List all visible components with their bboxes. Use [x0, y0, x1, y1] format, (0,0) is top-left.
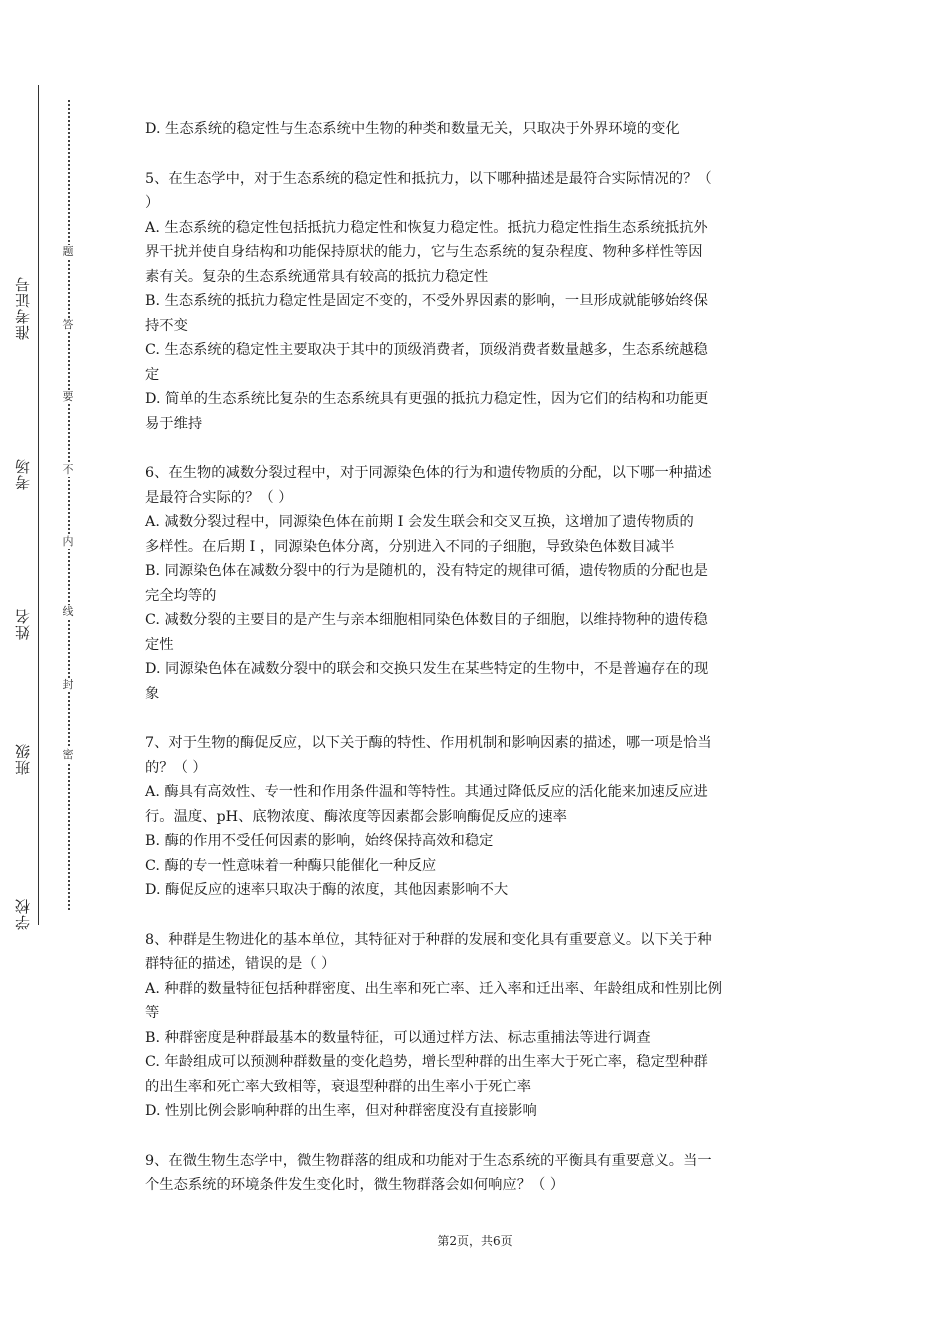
- question-stem-line: 6、在生物的减数分裂过程中，对于同源染色体的行为和遗传物质的分配，以下哪一种描述: [145, 465, 712, 481]
- question-9: [145, 1149, 810, 1198]
- option-line: D. 酶促反应的速率只取决于酶的浓度，其他因素影响不大: [145, 882, 509, 898]
- question-stem-line: 个生态系统的环境条件发生变化时，微生物群落会如何响应？（ ）: [145, 1177, 565, 1193]
- question-stem-line: 9、在微生物生态学中，微生物群落的组成和功能对于生态系统的平衡具有重要意义。当一: [145, 1152, 712, 1169]
- option-line: 多样性。在后期 Ⅰ ，同源染色体分离，分别进入不同的子细胞，导致染色体数目减半: [145, 538, 675, 555]
- option-line: C. 减数分裂的主要目的是产生与亲本细胞相同染色体数目的子细胞，以维持物种的遗传稳: [145, 612, 708, 628]
- question-stem-line: 群特征的描述，错误的是（ ）: [145, 956, 336, 972]
- question-4-tail: [145, 117, 810, 142]
- question-stem-line: 8、种群是生物进化的基本单位，其特征对于种群的发展和变化具有重要意义。以下关于种: [145, 931, 712, 948]
- seal-dotted-line: [68, 100, 70, 910]
- option-line: 易于维持: [145, 415, 203, 432]
- seal-char: 线: [59, 605, 77, 619]
- option-line: 素有关。复杂的生态系统通常具有较高的抵抗力稳定性: [145, 268, 489, 285]
- option-line: A. 减数分裂过程中，同源染色体在前期 Ⅰ 会发生联会和交叉互换，这增加了遗传物质的: [145, 514, 694, 530]
- school-label: 学校: [14, 898, 32, 930]
- option-line: 界干扰并使自身结构和功能保持原状的能力，它与生态系统的复杂程度、物种多样性等因: [145, 244, 703, 260]
- name-label: 姓名: [14, 608, 32, 640]
- question-stem-line: 的？（ ）: [145, 759, 207, 776]
- seal-char: 答: [59, 318, 77, 332]
- seal-char: 题: [59, 245, 77, 259]
- option-line: D. 生态系统的稳定性与生态系统中生物的种类和数量无关，只取决于外界环境的变化: [145, 121, 680, 137]
- question-content: [145, 117, 810, 1223]
- binding-solid-line: [38, 85, 39, 925]
- option-line: 等: [145, 1005, 160, 1021]
- seal-char: 要: [59, 390, 77, 404]
- page-number: 第2页，共6页: [437, 1234, 513, 1248]
- option-line: D. 同源染色体在减数分裂中的联会和交换只发生在某些特定的生物中，不是普遍存在的现: [145, 661, 709, 677]
- question-7: [145, 731, 810, 903]
- exam-id-label: 准考证号: [14, 276, 32, 340]
- option-line: C. 生态系统的稳定性主要取决于其中的顶级消费者，顶级消费者数量越多，生态系统越稳: [145, 342, 708, 358]
- class-label: 班级: [14, 743, 32, 775]
- option-line: B. 同源染色体在减数分裂中的行为是随机的，没有特定的规律可循，遗传物质的分配也是: [145, 563, 708, 579]
- option-line: A. 酶具有高效性、专一性和作用条件温和等特性。其通过降低反应的活化能来加速反应进: [145, 784, 708, 800]
- option-line: C. 年龄组成可以预测种群数量的变化趋势，增长型种群的出生率大于死亡率，稳定型种群: [145, 1054, 708, 1070]
- option-line: 定: [145, 366, 160, 383]
- question-stem-line: 5、在生态学中，对于生态系统的稳定性和抵抗力，以下哪种描述是最符合实际情况的？（: [145, 170, 712, 187]
- question-5: [145, 167, 810, 437]
- option-line: B. 酶的作用不受任何因素的影响，始终保持高效和稳定: [145, 833, 494, 849]
- binding-margin: [0, 0, 110, 1344]
- question-stem-line: ）: [145, 195, 160, 211]
- option-line: 完全均等的: [145, 587, 217, 604]
- question-8: [145, 928, 810, 1124]
- option-line: C. 酶的专一性意味着一种酶只能催化一种反应: [145, 857, 437, 874]
- seal-char: 不: [59, 463, 77, 477]
- option-line: 的出生率和死亡率大致相等，衰退型种群的出生率小于死亡率: [145, 1078, 532, 1095]
- seal-char: 密: [59, 748, 77, 762]
- seal-char: 封: [59, 678, 77, 692]
- option-line: A. 生态系统的稳定性包括抵抗力稳定性和恢复力稳定性。抵抗力稳定性指生态系统抵抗外: [145, 219, 708, 236]
- option-line: A. 种群的数量特征包括种群密度、出生率和死亡率、迁入率和迁出率、年龄组成和性别比例: [145, 980, 722, 997]
- option-line: 持不变: [145, 317, 188, 334]
- option-line: D. 性别比例会影响种群的出生率，但对种群密度没有直接影响: [145, 1103, 537, 1119]
- option-line: D. 简单的生态系统比复杂的生态系统具有更强的抵抗力稳定性，因为它们的结构和功能更: [145, 391, 709, 407]
- seal-char: 内: [59, 535, 77, 549]
- exam-room-label: 考场: [14, 458, 32, 490]
- option-line: 定性: [145, 636, 174, 653]
- option-line: 行。温度、pH、底物浓度、酶浓度等因素都会影响酶促反应的速率: [145, 808, 567, 825]
- question-stem-line: 是最符合实际的？（ ）: [145, 489, 293, 506]
- question-stem-line: 7、对于生物的酶促反应，以下关于酶的特性、作用机制和影响因素的描述，哪一项是恰当: [145, 735, 712, 751]
- question-6: [145, 461, 810, 706]
- option-line: B. 种群密度是种群最基本的数量特征，可以通过样方法、标志重捕法等进行调查: [145, 1029, 651, 1046]
- option-line: B. 生态系统的抵抗力稳定性是固定不变的，不受外界因素的影响，一旦形成就能够始终保: [145, 293, 708, 309]
- option-line: 象: [145, 685, 160, 702]
